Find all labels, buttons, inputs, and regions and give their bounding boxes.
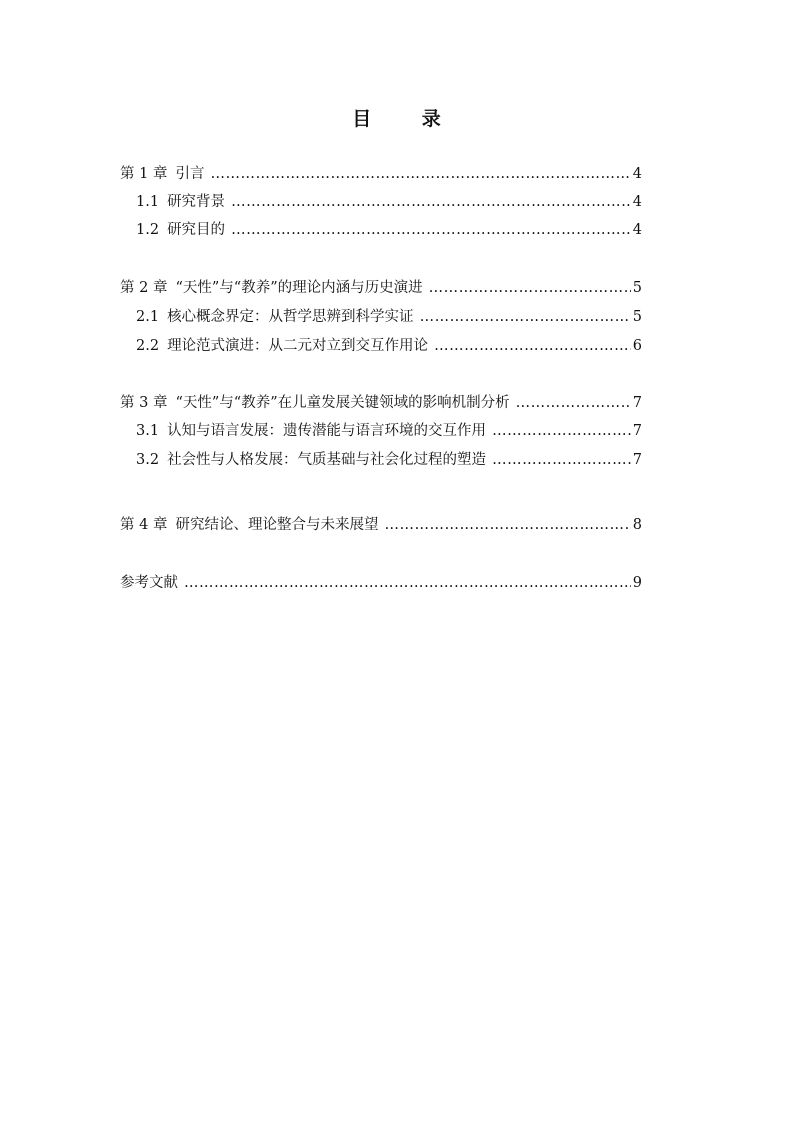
toc-entry-number: 2.1 [136,309,160,325]
toc-dot-leader [231,220,631,240]
toc-dot-leader [420,307,631,327]
toc-entry-section-1-1[interactable] [136,192,642,212]
toc-page-number: 5 [632,309,642,325]
toc-entry-title: 研究结论、理论整合与未来展望 [175,517,379,533]
toc-entry-title: 引言 [175,166,205,182]
toc-entry-section-2-1[interactable] [136,307,642,327]
toc-page-number: 7 [632,452,642,468]
toc-entry-references[interactable] [120,573,642,593]
toc-page-number: 7 [632,423,642,439]
toc-entry-title: 研究背景 [167,194,226,210]
toc-entry-chapter-1[interactable] [120,164,642,184]
toc-entry-title: 社会性与人格发展：气质基础与社会化过程的塑造 [167,452,487,468]
toc-page-number: 4 [632,194,642,210]
toc-entry-section-1-2[interactable] [136,220,642,240]
toc-entry-number: 3.1 [136,423,160,439]
toc-dot-leader [210,164,630,184]
toc-entry-number: 第 2 章 [120,280,168,296]
toc-entry-number: 第 4 章 [120,517,168,533]
toc-entry-section-2-2[interactable] [136,336,642,356]
toc-entry-title: “天性”与“教养”的理论内涵与历史演进 [175,280,423,296]
toc-entry-section-3-1[interactable] [136,421,642,441]
toc-title: 目 录 [352,108,463,130]
toc-entry-title: 研究目的 [167,222,226,238]
toc-page-number: 9 [632,575,642,591]
toc-dot-leader [429,278,631,298]
toc-entry-number: 3.2 [136,452,160,468]
toc-entry-chapter-3[interactable] [120,393,642,413]
toc-dot-leader [516,393,631,413]
toc-entry-number: 1.1 [136,194,160,210]
toc-entry-title: 理论范式演进：从二元对立到交互作用论 [167,338,429,354]
toc-dot-leader [184,573,631,593]
toc-entry-number: 第 1 章 [120,166,168,182]
toc-page-number: 4 [632,222,642,238]
toc-page-number: 4 [632,166,642,182]
toc-page-number: 6 [632,338,642,354]
toc-page-number: 8 [632,517,642,533]
toc-entry-title: 参考文献 [120,575,178,591]
toc-dot-leader [434,336,631,356]
toc-entry-number: 1.2 [136,222,160,238]
toc-entry-title: “天性”与“教养”在儿童发展关键领域的影响机制分析 [175,395,510,411]
toc-entry-number: 第 3 章 [120,395,168,411]
toc-dot-leader [384,515,630,535]
toc-dot-leader [231,192,631,212]
toc-entry-section-3-2[interactable] [136,450,642,470]
toc-dot-leader [492,421,631,441]
toc-entry-chapter-2[interactable] [120,278,642,298]
toc-entry-title: 核心概念界定：从哲学思辨到科学实证 [167,309,414,325]
toc-dot-leader [492,450,631,470]
toc-page-number: 7 [632,395,642,411]
toc-entry-title: 认知与语言发展：遗传潜能与语言环境的交互作用 [167,423,487,439]
toc-entry-chapter-4[interactable] [120,515,642,535]
toc-page-number: 5 [632,280,642,296]
toc-entry-number: 2.2 [136,338,160,354]
